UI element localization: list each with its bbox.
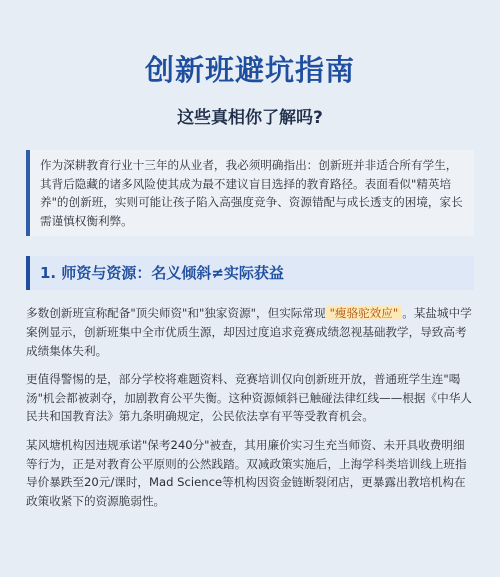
page-subtitle: 这些真相你了解吗? — [177, 108, 323, 128]
paragraph-3: 某风塘机构因违规承诺"保考240分"被查，其用廉价实习生充当师资、未开具收费明细等行为，正是对教育公平原则的公然践踏。双减政策实施后，上海学科类培训线上班指导价暴跌至20元/课时，Mad Science等机构因资金链断裂闭店，更暴露出教培机构在政策收紧下的资源脆弱性。 — [26, 437, 467, 508]
highlight-term: "瘦骆驼效应" — [326, 306, 403, 320]
paragraph-2: 更值得警惕的是，部分学校将难题资料、竞赛培训仅向创新班开放，普通班学生连"喝汤"机会都被剥夺，加剧教育公平失衡。这种资源倾斜已触碰法律红线——根据《中华人民共和国教育法》第九条明确规定，公民依法享有平等受教育机会。 — [26, 372, 472, 424]
paragraph-1-text-b: 。某盐城中学案例显示，创新班集中全市优质生源，却因过度追求竞赛成绩忽视基础教学，导致高考成绩集体失利。 — [26, 306, 472, 358]
paragraph-1 — [26, 304, 474, 360]
intro-callout: 作为深耕教育行业十三年的从业者，我必须明确指出：创新班并非适合所有学生，其背后隐藏的诸多风险使其成为最不建议盲目选择的教育路径。表面看似"精英培养"的创新班，实则可能让孩子陷入高强度竞争、资源错配与成长透支的困境，家长需谨慎权衡利弊。 — [26, 150, 474, 236]
page-title: 创新班避坑指南 — [144, 53, 355, 87]
section-heading: 1. 师资与资源：名义倾斜≠实际获益 — [26, 256, 474, 290]
paragraph-1-text-a: 多数创新班宣称配备"顶尖师资"和"独家资源"，但实际常现 — [26, 306, 326, 321]
